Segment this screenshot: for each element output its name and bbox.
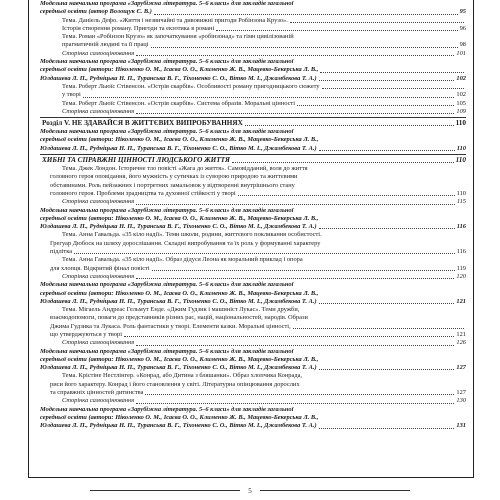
toc-line [40, 198, 466, 206]
toc-page-number: 109 [456, 107, 466, 115]
leader-dots [238, 195, 455, 196]
leader-dots [297, 105, 454, 106]
toc-line: середньої освіти (автори: Ніколенко О. М., Ісаєва О. О., Клименко Ж. В., Мацевко-Бекерська Л. В., [40, 136, 319, 144]
leader-dots [319, 303, 455, 304]
toc-page-number: 130 [456, 397, 466, 405]
toc-entry-text: ХИБНІ ТА СПРАВЖНІ ЦІННОСТІ ЛЮДСЬКОГО ЖИТТЯ [42, 156, 230, 165]
toc-line: Модельна навчальна програма «Зарубіжна література. 5–6 класи» для закладів загальної [40, 58, 294, 66]
toc-line: взаємодопомоги, поваги до представників різних рас, націй, національностей, народів. Образи [50, 314, 308, 322]
toc-entry-text: Юлдашева Л. П., Рудніцька Н. П., Туранська В. Г., Тіхоненко С. О., Вітко М. І., Джамбекова Т. А.) [40, 223, 317, 231]
toc-page-number: 110 [456, 189, 466, 197]
toc-line: Модельна навчальна програма «Зарубіжна література. 5–6 класи» для закладів загальної [40, 206, 294, 214]
toc-entry-text: у творі [62, 91, 81, 99]
toc-page-number: 121 [456, 330, 466, 338]
toc-page-number: 116 [456, 248, 466, 256]
leader-dots [216, 30, 457, 31]
toc-line [40, 83, 466, 91]
leader-dots [245, 125, 454, 126]
toc-line [40, 8, 466, 16]
leader-dots [322, 88, 464, 89]
toc-line [40, 273, 466, 281]
leader-dots [136, 204, 455, 205]
toc-entry-text: Розділ V. НЕ ЗДАВАЙСЯ В ЖИТТЄВИХ ВИПРОБУВАННЯХ [42, 119, 243, 128]
leader-dots [136, 113, 454, 114]
toc-page-number: 127 [456, 364, 466, 372]
toc-page-number: 119 [456, 264, 466, 272]
toc-line: Тема. Анна Гавальда. «35 кіло надії». Образ дідуся Леона як моральний приклад і опора [62, 256, 303, 264]
leader-dots [319, 369, 455, 370]
leader-dots [319, 428, 455, 429]
leader-dots [232, 162, 454, 163]
leader-dots [136, 55, 454, 56]
toc-line: Тема. Джек Лондон. Історичне тло повісті «Жага до життя». Самовідданий, воля до життя [62, 165, 308, 173]
toc-line [40, 422, 466, 430]
toc-line: Грегуар Дюбоск на шляху дорослішання. Складні випробування та їх роль у формуванні характеру [50, 239, 321, 247]
toc-line: головного героя оповідання, його мужність у сутичках із суворою природою та життєвими [50, 173, 298, 181]
toc-entry-text: головного героя. Проблеми зрадництва та духовної стійкості у творі [50, 189, 236, 197]
leader-dots [320, 72, 464, 73]
toc-entry-text: для хлопця. Відкритий фінал повісті [50, 264, 150, 272]
toc-page-number: 105 [456, 99, 466, 107]
leader-dots [136, 278, 454, 279]
toc-page-number: 110 [455, 156, 466, 165]
leader-dots [136, 403, 454, 404]
toc-line [40, 331, 466, 339]
toc-entry-text: Сторінка самооцінювання [62, 198, 135, 206]
toc-line: середньої освіти (автори: Ніколенко О. М., Ісаєва О. О., Клименко Ж. В., Мацевко-Бекерська Л. В., [40, 413, 319, 421]
toc-line [40, 17, 466, 25]
page-number: 5 [248, 487, 252, 495]
toc-entry-text: Сторінка самооцінювання [62, 272, 135, 280]
toc-page-number: 116 [456, 223, 466, 231]
toc-line [40, 298, 466, 306]
toc-entry-text: Тема. Даніель Дефо. «Життя і незвичайні та дивовижні пригоди Робінзона Крузо». [62, 16, 288, 24]
toc-page-number: 127 [456, 389, 466, 397]
toc-page-number: 102 [456, 91, 466, 99]
toc-entry-text: що утверджуються у творі [50, 330, 122, 338]
toc-line: риси його характеру. Конрад і його становлення у світі. Літературна опінцювання дорослих [50, 380, 300, 388]
leader-dots [152, 270, 455, 271]
leader-dots [319, 80, 455, 81]
toc-line [40, 100, 466, 108]
leader-dots [83, 97, 455, 98]
leader-dots [74, 253, 455, 254]
toc-line [40, 75, 466, 83]
toc-entry-text: Тема. Роберт Льюїс Стівенсон. «Острів скарбів». Система образів. Моральні цінності [62, 99, 295, 107]
toc-line [40, 154, 466, 165]
toc-page-number: 121 [456, 297, 466, 305]
toc-page-number: 110 [455, 119, 466, 128]
toc-entry-text: Юлдашева Л. П., Рудніцька Н. П., Туранська В. Г., Тіхоненко С. О., Вітко М. І., Джамбекова Т. А.) [40, 364, 317, 372]
toc-line: Модельна навчальна програма «Зарубіжна література. 5–6 класи» для закладів загальної [40, 128, 294, 136]
toc-line: Модельна навчальна програма «Зарубіжна література. 5–6 класи» для закладів загальної [40, 0, 294, 7]
toc-entry-text: середньої освіти (автори: Ніколенко О. М., Ісаєва О. О., Клименко Ж. В., Мацевко-Бекерська Л. В., [40, 66, 319, 74]
leader-dots [290, 22, 464, 23]
toc-line: Модельна навчальна програма «Зарубіжна література. 5–6 класи» для закладів загальної [40, 347, 294, 355]
toc-line [40, 50, 466, 58]
toc-page-number: 98 [459, 41, 466, 49]
toc-line: середньої освіти (автори: Ніколенко О. М., Ісаєва О. О., Клименко Ж. В., Мацевко-Бекерська Л. В., [40, 289, 319, 297]
leader-dots [319, 150, 455, 151]
toc-page-number: 120 [456, 272, 466, 280]
toc-line [40, 145, 466, 153]
toc-line: Модельна навчальна програма «Зарубіжна література. 5–6 класи» для закладів загальної [40, 281, 294, 289]
toc-entry-text: та справжніх цінностей дитинства [50, 389, 144, 397]
leader-dots [145, 394, 454, 395]
toc-entry-text: Юлдашева Л. П., Рудніцька Н. П., Туранська В. Г., Тіхоненко С. О., Вітко М. І., Джамбекова Т. А.) [40, 74, 317, 82]
toc-entry-text: середньої освіти (автор Волощук Є. В.) [40, 8, 152, 16]
toc-line: Тема. Роман «Робінзон Крузо» як започаткування «робінзонад» та гімн цивілізованій [62, 33, 294, 41]
toc-line [40, 117, 466, 128]
toc-line [40, 108, 466, 116]
toc-line [40, 190, 466, 198]
toc-page-number: 115 [456, 198, 466, 206]
toc-page-number: 110 [456, 144, 466, 152]
leader-dots [136, 345, 454, 346]
leader-dots [293, 328, 464, 329]
toc-entry-text: Історія створення роману. Пригоди та екзотика в романі [62, 24, 215, 32]
toc-line [40, 91, 466, 99]
toc-line [40, 323, 466, 331]
toc-entry-text: Сторінка самооцінювання [62, 107, 135, 115]
toc-entry-text: прагматичній людині та її праці [62, 41, 149, 49]
toc-line: середньої освіти (автори: Ніколенко О. М., Ісаєва О. О., Клименко Ж. В., Мацевко-Бекерська Л. В., [40, 355, 319, 363]
toc-line: обставинами. Роль пейзажних і портретних замальовок у відтворенні внутрішнього стану [50, 181, 295, 189]
toc-line: Модельна навчальна програма «Зарубіжна література. 5–6 класи» для закладів загальної [40, 405, 294, 413]
toc-line: Тема. Крістіне Нестлінгер. «Конрад, або Дитина з бляшанки». Образ хлопчика Конрада, [62, 372, 303, 380]
toc-line: Тема. Мігаель Андреас Гельмут Енде. «Джим Гудзик і машиніст Лукас». Теми дружби, [62, 306, 300, 314]
toc-line [40, 66, 466, 74]
toc-line [40, 41, 466, 49]
toc-entry-text: Юлдашева Л. П., Рудніцька Н. П., Туранська В. Г., Тіхоненко С. О., Вітко М. І., Джамбекова Т. А.) [40, 422, 317, 430]
toc-line [40, 223, 466, 231]
toc-line [40, 364, 466, 372]
toc-line [40, 265, 466, 273]
toc-line: середньої освіти (автори: Ніколенко О. М., Ісаєва О. О., Клименко Ж. В., Мацевко-Бекерська Л. В., [40, 214, 319, 222]
toc-page-number: 102 [456, 74, 466, 82]
toc-entry-text: Сторінка самооцінювання [62, 49, 135, 57]
toc-page-number: 96 [459, 24, 466, 32]
toc-line [40, 397, 466, 405]
toc-line [40, 25, 466, 33]
table-of-contents [40, 0, 466, 431]
toc-page-number: 126 [456, 339, 466, 347]
leader-dots [319, 228, 455, 229]
toc-entry-text: Юлдашева Л. П., Рудніцька Н. П., Туранська В. Г., Тіхоненко С. О., Вітко М. І., Джамбекова Т. А.) [40, 144, 317, 152]
leader-dots [154, 14, 458, 15]
toc-line: Тема. Анна Гавальда. «35 кіло надії». Теми школи, родини, життєвого покликання особистості. [62, 231, 322, 239]
toc-line [40, 389, 466, 397]
toc-entry-text: Сторінка самооцінювання [62, 397, 135, 405]
toc-page-number: 95 [459, 8, 466, 16]
toc-entry-text: Сторінка самооцінювання [62, 339, 135, 347]
toc-page-number: 101 [456, 49, 466, 57]
toc-line [40, 248, 466, 256]
toc-page-number: 131 [456, 422, 466, 430]
toc-entry-text: Тема. Роберт Льюїс Стівенсон. «Острів скарбів». Особливості роману пригодницького сюжету [62, 82, 320, 90]
toc-entry-text: підлітка [50, 248, 73, 256]
toc-line [40, 339, 466, 347]
leader-dots [124, 336, 454, 337]
toc-entry-text: Джима Гудзика та Лукаса. Роль фантастики у творі. Елементи казки. Моральні цінності, [50, 322, 291, 330]
leader-dots [151, 47, 458, 48]
toc-entry-text: Юлдашева Л. П., Рудніцька Н. П., Туранська В. Г., Тіхоненко С. О., Вітко М. І., Джамбекова Т. А.) [40, 297, 317, 305]
